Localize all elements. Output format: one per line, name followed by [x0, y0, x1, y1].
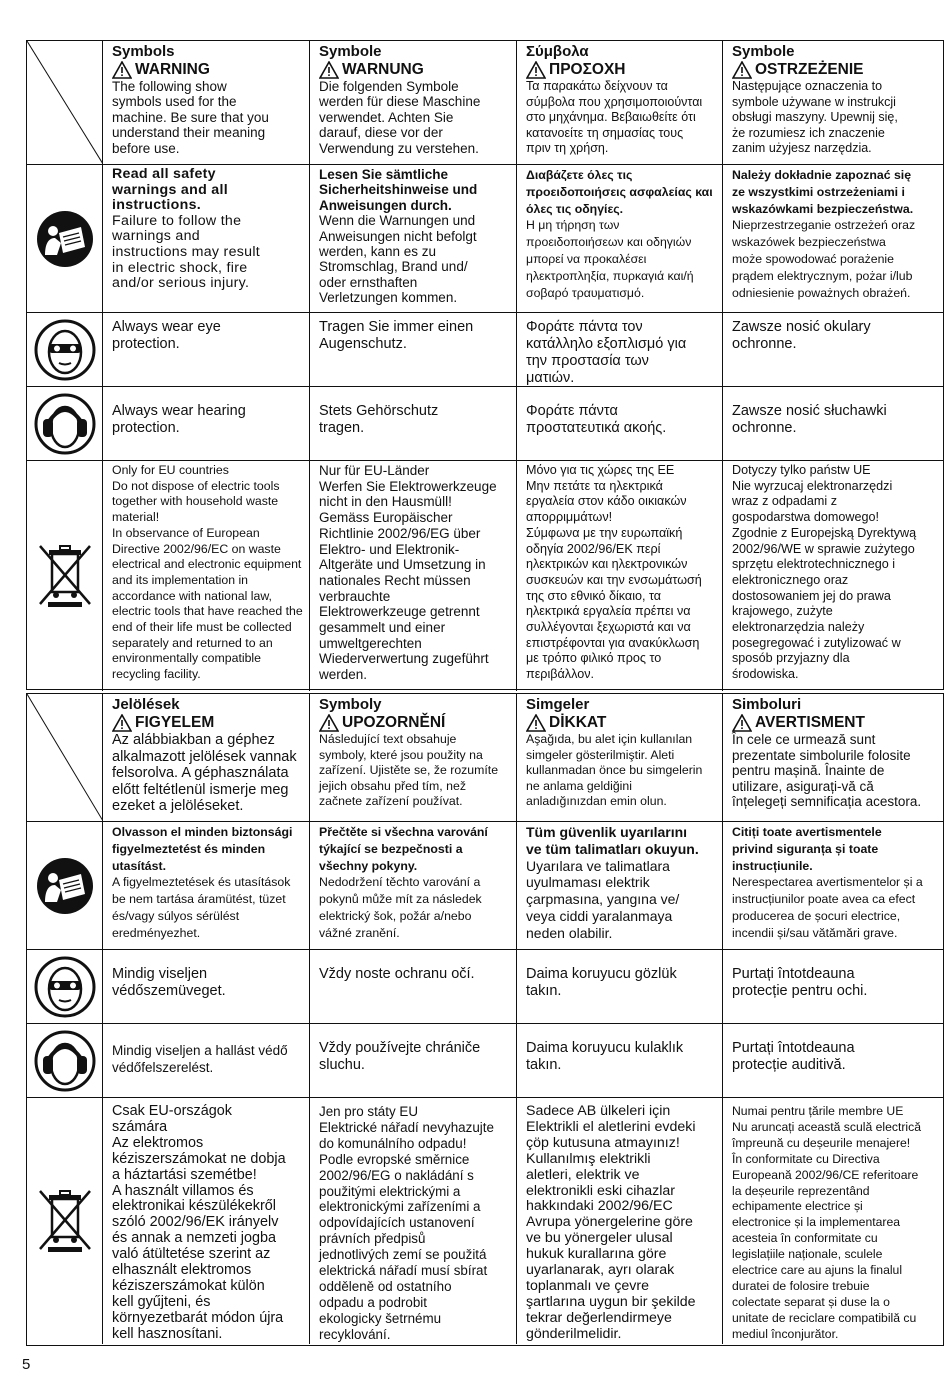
read-warnings-text: Nedodržení těchto varování a pokynů může mít za následek elektrický šok, požár a/nebo vážné zranění.	[319, 875, 482, 940]
read-warnings-heading: Olvasson el minden biztonsági figyelmeztetést és minden utasítást.	[112, 825, 293, 873]
weee-disposal-row	[27, 1098, 943, 1344]
warning-label: AVERTISMENT	[755, 714, 865, 731]
symbols-title: Simboluri	[732, 696, 802, 713]
warning-triangle-icon	[526, 714, 546, 732]
read-manual-row	[27, 822, 943, 950]
eye-protection-text: Purtați întotdeauna protecție pentru ochi.	[732, 966, 868, 999]
header-text: Τα παρακάτω δείχνουν τα σύμβολα που χρησιμοποιούνται στο μηχάνημα. Βεβαιωθείτε ότι κατανοείτε τη σημασίας τους πριν τη χρήση.	[526, 79, 703, 156]
read-warnings-heading: Citiți toate avertismentele privind siguranța și toate instrucțiunile.	[732, 825, 882, 873]
read-warnings-text: A figyelmeztetések és utasítások be nem tartása áramütést, tüzet és/vagy súlyos sérülést eredményezhet.	[112, 875, 291, 940]
crossed-bin-icon	[36, 542, 94, 610]
weee-text: Nur für EU-Länder Werfen Sie Elektrowerkzeuge nicht in den Hausmüll! Gemäss Europäischer Richtlinie 2002/96/EG über Elektro- und Elektronik- Altgeräte und Umsetzung in nationales Recht müssen verbrauchte Elektrowerkzeuge getrennt gesammelt und einer umweltgerechten Wiederverwertung zugeführt werden.	[319, 463, 497, 683]
warning-triangle-icon	[112, 714, 132, 732]
warning-triangle-icon	[732, 714, 752, 732]
symbols-title: Symboly	[319, 696, 382, 713]
read-warnings-heading: Διαβάζετε όλες τις προειδοποιήσεις ασφαλείας και όλες τις οδηγίες.	[526, 168, 713, 216]
symbols-table-2	[26, 693, 944, 1346]
warning-label: WARNING	[135, 61, 210, 78]
symbols-table-1	[26, 40, 944, 690]
weee-text: Μόνο για τις χώρες της ΕΕ Μην πετάτε τα ηλεκτρικά εργαλεία στον κάδο οικιακών απορριμμάτων! Σύμφωνα με την ευρωπαϊκή οδηγία 2002/96/ΕΚ περί ηλεκτρικών και ηλεκτρονικών συσκευών και την ενσωμάτωσή της στο εθνικό δίκαιο, τα ηλεκτρικά εργαλεία πρέπει να συλλέγονται ξεχωριστά και να επιστρέφονται για ανακύκλωση με τρόπο φιλικό προς το περιβάλλον.	[526, 463, 702, 682]
header-cell-de	[311, 41, 517, 164]
read-warnings-text: Η μη τήρηση των προειδοποιήσεων και οδηγιών μπορεί να προκαλέσει ηλεκτροπληξία, πυρκαγιά και/ή σοβαρό τραυματισμό.	[526, 218, 694, 300]
read-warnings-text: Nerespectarea avertismentelor și a instrucțiunilor poate avea ca efect producerea de șocuri electrice, incendii și/sau vătămări grave.	[732, 875, 923, 940]
symbols-title: Symbole	[319, 43, 382, 60]
header-cell-en	[104, 41, 310, 164]
read-warnings-heading: Read all safety warnings and all instructions.	[112, 166, 228, 214]
header-cell-pl	[724, 41, 943, 164]
read-warnings-heading: Należy dokładnie zapoznać się ze wszystkimi ostrzeżeniami i wskazówkami bezpieczeństwa.	[732, 168, 914, 216]
symbols-title: Jelölések	[112, 696, 180, 713]
header-text: The following show symbols used for the machine. Be sure that you understand their meaning before use.	[112, 79, 269, 156]
eye-protection-row	[27, 950, 943, 1024]
eye-protection-text: Zawsze nosić okulary ochronne.	[732, 319, 871, 352]
symbols-title: Symbole	[732, 43, 795, 60]
empty-corner-cell	[27, 694, 103, 821]
header-row	[27, 41, 943, 165]
symbols-title: Simgeler	[526, 696, 590, 713]
hearing-protection-text: Always wear hearing protection.	[112, 403, 246, 436]
warning-triangle-icon	[112, 61, 132, 79]
crossed-bin-icon	[36, 1187, 94, 1255]
weee-text: Csak EU-országok számára Az elektromos kéziszerszámokat ne dobja a háztartási szemétbe! A használt villamos és elektronikai készülékekről szóló 2002/96/EK irányelv és annak a nemzeti jogba való átültetése szerint az elhasznált elektromos kéziszerszámokat külön kell gyűjteni, és környezetbarát módon újra kell hasznosítani.	[112, 1103, 286, 1342]
warning-label: DİKKAT	[549, 714, 607, 731]
hearing-protection-text: Daima koruyucu kulaklık takın.	[526, 1040, 684, 1073]
read-manual-row	[27, 165, 943, 313]
read-warnings-heading: Tüm güvenlik uyarılarını ve tüm talimatları okuyun.	[526, 824, 699, 857]
warning-triangle-icon	[319, 61, 339, 79]
warning-triangle-icon	[526, 61, 546, 79]
header-text: Následující text obsahuje symboly, které jsou použity na zařízení. Ujistěte se, že rozumíte jejich obsahu před tím, než začnete zařízení používat.	[319, 732, 499, 808]
warning-label: FIGYELEM	[135, 714, 215, 731]
header-row	[27, 694, 943, 822]
read-warnings-text: Nieprzestrzeganie ostrzeżeń oraz wskazówek bezpieczeństwa może spowodować porażenie prądem elektrycznym, pożar i/lub odniesienie poważnych obrażeń.	[732, 218, 916, 300]
header-text: Aşağıda, bu alet için kullanılan simgeler gösterilmiştir. Aleti kullanmadan önce bu simgelerin ne anlama geldiğini anladığınızdan emin olun.	[526, 732, 703, 808]
eye-protection-text: Always wear eye protection.	[112, 319, 221, 352]
header-text: În cele ce urmează sunt prezentate simbolurile folosite pentru mașină. Înainte de utilizare, asigurați-vă că înțelegeți semnificația acestora.	[732, 732, 922, 809]
warning-label: OSTRZEŻENIE	[755, 61, 864, 78]
header-text: Następujące oznaczenia to symbole używane w instrukcji obsługi maszyny. Upewnij się, że rozumiesz ich znaczenie zanim użyjesz narzędzia.	[732, 79, 898, 156]
warning-triangle-icon	[732, 61, 752, 79]
hearing-protection-text: Mindig viseljen a hallást védő védőfelszerelést.	[112, 1043, 288, 1075]
weee-text: Only for EU countries Do not dispose of electric tools together with household waste material! In observance of European Directive 2002/96/EC on waste electrical and electronic equipment and its implementation in accordance with national law, electric tools that have reached the end of their life must be collected separately and returned to an environmentally compatible recycling facility.	[112, 463, 303, 682]
hearing-protection-text: Zawsze nosić słuchawki ochronne.	[732, 403, 887, 436]
weee-text: Sadece AB ülkeleri için Elektrikli el aletlerini evdeki çöp kutusuna atmayınız! Kullanılmış elektrikli aletleri, elektrik ve elektronikli eski cihazlar hakkındaki 2002/96/EC Avrupa yönergelerine göre ve bu yönergeler ulusal hukuk kurallarına göre uyarlanarak, ayrı olarak toplanmalı ve çevre şartlarına uygun bir şekilde tekrar değerlendirmeye gönderilmelidir.	[526, 1103, 696, 1342]
eye-protection-text: Mindig viseljen védőszemüveget.	[112, 966, 226, 999]
eye-protection-text: Daima koruyucu gözlük takın.	[526, 966, 677, 999]
symbols-title: Symbols	[112, 43, 175, 60]
symbols-title: Σύμβολα	[526, 43, 589, 60]
warning-triangle-icon	[319, 714, 339, 732]
read-warnings-heading: Přečtěte si všechna varování týkající se bezpečnosti a všechny pokyny.	[319, 825, 488, 873]
weee-text: Dotyczy tylko państw UE Nie wyrzucaj elektronarzędzi wraz z odpadami z gospodarstwa domowego! Zgodnie z Europejską Dyrektywą 2002/96/WE w sprawie zużytego sprzętu elektrotechnicznego i elektronicznego oraz dostosowaniem jej do prawa krajowego, zużyte elektronarzędzia należy posegregować i zutylizować w sposób przyjazny dla środowiska.	[732, 463, 917, 682]
hearing-protection-text: Vždy používejte chrániče sluchu.	[319, 1040, 481, 1073]
hearing-protection-text: Stets Gehörschutz tragen.	[319, 403, 439, 436]
warning-label: ΠΡΟΣΟΧΗ	[549, 61, 626, 78]
hearing-protection-text: Φοράτε πάντα προστατευτικά ακοής.	[526, 403, 667, 436]
header-cell-el	[518, 41, 723, 164]
eye-protection-icon	[34, 956, 96, 1018]
hearing-protection-row	[27, 387, 943, 461]
read-warnings-text: Uyarılara ve talimatlara uyulmaması elektrik çarpmasına, yangına ve/ veya ciddi yaralanmaya neden olabilir.	[526, 857, 680, 941]
read-warnings-text: Failure to follow the warnings and instructions may result in electric shock, fire and/or serious injury.	[112, 212, 261, 292]
eye-protection-row	[27, 313, 943, 387]
read-warnings-heading: Lesen Sie sämtliche Sicherheitshinweise und Anweisungen durch.	[319, 167, 478, 213]
hearing-protection-icon	[34, 1030, 96, 1092]
eye-protection-text: Tragen Sie immer einen Augenschutz.	[319, 319, 474, 352]
weee-text: Jen pro státy EU Elektrické nářadí nevyhazujte do komunálního odpadu! Podle evropské směrnice 2002/96/EG o nakládání s použitými elektrickými a elektronickými zařízeními a odpovídajících ustanovení právních předpisů jednotlivých zemí se použitá elektrická nářadí musí sbírat odděleně od ostatního odpadu a podrobit ekologicky šetrnému recyklování.	[319, 1104, 494, 1342]
warning-label: WARNUNG	[342, 61, 424, 78]
hearing-protection-icon	[34, 393, 96, 455]
weee-text: Numai pentru țările membre UE Nu aruncați această sculă electrică împreună cu deșeurile menajere! În conformitate cu Directiva Europeană 2002/96/CE referitoare la deșeurile reprezentând echipamente electrice și electronice și la implementarea acesteia în conformitate cu legislațiile naționale, sculele electrice care au ajuns la finalul duratei de folosire trebuie colectate separat și duse la o unitate de reciclare compatibilă cu mediul înconjurător.	[732, 1104, 922, 1341]
page-number: 5	[22, 1356, 31, 1373]
hearing-protection-row	[27, 1024, 943, 1098]
read-manual-icon	[35, 209, 95, 269]
eye-protection-icon	[34, 319, 96, 381]
read-warnings-text: Wenn die Warnungen und Anweisungen nicht befolgt werden, kann es zu Stromschlag, Brand und/ oder ernsthaften Verletzungen kommen.	[319, 213, 477, 306]
eye-protection-text: Vždy noste ochranu očí.	[319, 966, 475, 982]
read-manual-icon	[35, 856, 95, 916]
header-text: Die folgenden Symbole werden für diese Maschine verwendet. Achten Sie darauf, diese vor der Verwendung zu verstehen.	[319, 79, 481, 156]
weee-disposal-row	[27, 461, 943, 691]
hearing-protection-text: Purtați întotdeauna protecție auditivă.	[732, 1040, 855, 1073]
eye-protection-text: Φοράτε πάντα τον κατάλληλο εξοπλισμό για την προστασία των ματιών.	[526, 319, 687, 386]
empty-corner-cell	[27, 41, 103, 164]
header-text: Az alábbiakban a géphez alkalmazott jelölések vannak felsorolva. A géphasználata előtt feltétlenül ismerje meg ezeket a jelöléseket.	[112, 732, 297, 815]
warning-label: UPOZORNĚNÍ	[342, 714, 446, 731]
